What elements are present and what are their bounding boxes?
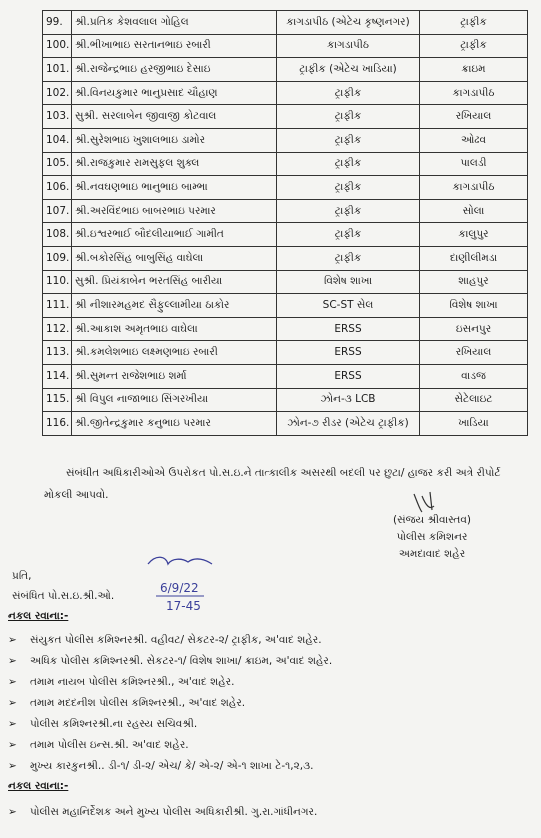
instruction-note: સંબંધીત અધિકારીઓએ ઉપરોકત પો.સ.ઇ.ને તાત્કાલીક અસરથી બદલી પર છુટા/ હાજર કરી અત્રે રીપોર્ટ મોકલી આપવો. bbox=[44, 467, 501, 501]
table-row bbox=[43, 199, 528, 223]
row-number: 114. bbox=[43, 364, 72, 388]
copy-list-1 bbox=[8, 630, 332, 777]
table-row bbox=[43, 152, 528, 176]
officer-name: શ્રી.ભીખાભાઇ સરતાનભાઇ રબારી bbox=[72, 34, 277, 58]
officer-name: શ્રી.પ્રતિક કેશવલાલ ગોહિલ bbox=[72, 11, 277, 35]
copy-recipient bbox=[8, 651, 332, 672]
transfer-table-body bbox=[43, 11, 528, 436]
table-row bbox=[43, 364, 528, 388]
table-row bbox=[43, 341, 528, 365]
copy-recipient-text: તમામ પોલીસ ઇન્સ.શ્રી. અ'વાદ શહેર. bbox=[30, 739, 189, 751]
posted-to: શાહપુર bbox=[420, 270, 528, 294]
copy-recipient bbox=[8, 735, 332, 756]
copy-recipient-text: તમામ નાયબ પોલીસ કમિશ્નરશ્રી., અ'વાદ શહેર. bbox=[30, 676, 235, 688]
transfer-table bbox=[42, 10, 528, 436]
officer-name: સુશ્રી. સરલાબેન જીવાજી કોટવાલ bbox=[72, 105, 277, 129]
row-number: 110. bbox=[43, 270, 72, 294]
received-stamp bbox=[142, 552, 220, 614]
row-number: 107. bbox=[43, 199, 72, 223]
copy-heading-1: નકલ રવાના:- bbox=[8, 610, 69, 622]
officer-name: શ્રી વિપુલ નાજાભાઇ સિંગરખીયા bbox=[72, 388, 277, 412]
prati-label: પ્રતિ, bbox=[12, 570, 32, 582]
table-row bbox=[43, 412, 528, 436]
posted-to: ટ્રાફીક bbox=[420, 11, 528, 35]
officer-name: શ્રી.બકોરસિંહ બાબુસિંહ વાઘેલા bbox=[72, 246, 277, 270]
row-number: 105. bbox=[43, 152, 72, 176]
signatory-name: (સંજય શ્રીવાસ્તવ) bbox=[393, 514, 471, 526]
posted-from: ERSS bbox=[277, 317, 420, 341]
officer-name: શ્રી નીશારમહમદ સૈફુલ્લામીયા ઠાકોર bbox=[72, 294, 277, 318]
row-number: 113. bbox=[43, 341, 72, 365]
posted-from: ટ્રાફીક bbox=[277, 105, 420, 129]
copy-list-2 bbox=[8, 802, 317, 823]
arrow-bullet-icon: ➢ bbox=[8, 676, 17, 688]
arrow-bullet-icon: ➢ bbox=[8, 718, 17, 730]
officer-name: શ્રી.વિનયકુમાર ભાનુપ્રસાદ ચૌહાણ bbox=[72, 81, 277, 105]
row-number: 109. bbox=[43, 246, 72, 270]
posted-to: કાલુપુર bbox=[420, 223, 528, 247]
posted-from: ERSS bbox=[277, 341, 420, 365]
copy-recipient bbox=[8, 693, 332, 714]
copy-recipient bbox=[8, 802, 317, 823]
table-row bbox=[43, 176, 528, 200]
posted-to: ક્રાઇમ bbox=[420, 58, 528, 82]
row-number: 101. bbox=[43, 58, 72, 82]
row-number: 103. bbox=[43, 105, 72, 129]
table-row bbox=[43, 58, 528, 82]
row-number: 112. bbox=[43, 317, 72, 341]
posted-to: રખિયાલ bbox=[420, 105, 528, 129]
posted-to: ઇસનપુર bbox=[420, 317, 528, 341]
table-row bbox=[43, 317, 528, 341]
row-number: 108. bbox=[43, 223, 72, 247]
row-number: 116. bbox=[43, 412, 72, 436]
posted-to: ઓઢવ bbox=[420, 128, 528, 152]
posted-from: ઝોન-૭ રીડર (એટેચ ટ્રાફીક) bbox=[277, 412, 420, 436]
posted-to: રખિયાલ bbox=[420, 341, 528, 365]
row-number: 111. bbox=[43, 294, 72, 318]
officer-name: શ્રી.જીતેન્દ્રકુમાર કનુભાઇ પરમાર bbox=[72, 412, 277, 436]
officer-name: શ્રી.સુમન્ત રાજેશભાઇ શર્મા bbox=[72, 364, 277, 388]
row-number: 99. bbox=[43, 11, 72, 35]
row-number: 102. bbox=[43, 81, 72, 105]
table-row bbox=[43, 223, 528, 247]
arrow-bullet-icon: ➢ bbox=[8, 655, 17, 667]
posted-to: કાગડાપીઠ bbox=[420, 176, 528, 200]
posted-to: સેટેલાઇટ bbox=[420, 388, 528, 412]
posted-from: ટ્રાફીક bbox=[277, 199, 420, 223]
row-number: 104. bbox=[43, 128, 72, 152]
copy-recipient bbox=[8, 672, 332, 693]
arrow-bullet-icon: ➢ bbox=[8, 739, 17, 751]
arrow-bullet-icon: ➢ bbox=[8, 634, 17, 646]
table-row bbox=[43, 34, 528, 58]
posted-from: ટ્રાફીક bbox=[277, 223, 420, 247]
copy-recipient bbox=[8, 714, 332, 735]
posted-from: ટ્રાફીક (એટેચ ખાડિયા) bbox=[277, 58, 420, 82]
posted-from: ટ્રાફીક bbox=[277, 128, 420, 152]
copy-recipient bbox=[8, 756, 332, 777]
posted-from: કાગડાપીઠ (એટેચ કૃષ્ણનગર) bbox=[277, 11, 420, 35]
addressee-text: સંબંધિત પો.સ.ઇ.શ્રી.ઓ. bbox=[12, 590, 115, 602]
copy-heading-2: નકલ રવાના:- bbox=[8, 780, 69, 792]
table-row bbox=[43, 81, 528, 105]
stamp-date: 6/9/22 bbox=[160, 581, 199, 595]
copy-recipient-text: સંયુકત પોલીસ કમિશ્નરશ્રી. વહીવટ/ સેકટર-૨/ ટ્રાફીક, અ'વાદ શહેર. bbox=[30, 634, 322, 646]
copy-recipient-text: અધિક પોલીસ કમિશ્નરશ્રી. સેકટર-૧/ વિશેષ શાખા/ ક્રાઇમ, અ'વાદ શહેર. bbox=[30, 655, 333, 667]
signatory-city: અમદાવાદ શહેર bbox=[398, 548, 466, 560]
row-number: 115. bbox=[43, 388, 72, 412]
posted-to: ટ્રાફીક bbox=[420, 34, 528, 58]
arrow-bullet-icon: ➢ bbox=[8, 697, 17, 709]
posted-from: ટ્રાફીક bbox=[277, 246, 420, 270]
posted-from: વિશેષ શાખા bbox=[277, 270, 420, 294]
posted-to: વિશેષ શાખા bbox=[420, 294, 528, 318]
copy-recipient bbox=[8, 630, 332, 651]
posted-from: ઝોન-૩ LCB bbox=[277, 388, 420, 412]
posted-from: ટ્રાફીક bbox=[277, 176, 420, 200]
officer-name: શ્રી.કમલેશભાઇ લક્ષ્મણભાઇ રબારી bbox=[72, 341, 277, 365]
arrow-bullet-icon: ➢ bbox=[8, 806, 17, 818]
signature-block bbox=[372, 488, 492, 563]
officer-name: શ્રી.સુરેશભાઇ ખુશાલભાઇ ડામોર bbox=[72, 128, 277, 152]
officer-name: શ્રી.આકાશ અમૃતભાઇ વાઘેલા bbox=[72, 317, 277, 341]
copy-recipient-text: પોલીસ કમિશ્નરશ્રી.ના રહસ્ય સચિવશ્રી. bbox=[30, 718, 198, 730]
table-row bbox=[43, 294, 528, 318]
table-row bbox=[43, 105, 528, 129]
officer-name: શ્રી.ઇશ્વરભાઈ બૌદલીયાભાઈ ગામીત bbox=[72, 223, 277, 247]
officer-name: શ્રી.નવઘણભાઇ ભાનુભાઇ બામ્ભા bbox=[72, 176, 277, 200]
posted-to: ખાડિયા bbox=[420, 412, 528, 436]
signatory-title: પોલીસ કમિશનર bbox=[396, 531, 468, 543]
copy-recipient-text: મુખ્ય કારકુનશ્રી.. ડી-૧/ ડી-૨/ એચ/ કે/ એ-૨/ એ-૧ શાખા ટે-૧,૨,૩. bbox=[30, 760, 314, 772]
copy-recipient-text: તમામ મદદનીશ પોલીસ કમિશ્નરશ્રી., અ'વાદ શહેર. bbox=[30, 697, 246, 709]
posted-from: ERSS bbox=[277, 364, 420, 388]
table-row bbox=[43, 270, 528, 294]
posted-from: કાગડાપીઠ bbox=[277, 34, 420, 58]
row-number: 106. bbox=[43, 176, 72, 200]
officer-name: સુશ્રી. પ્રિયંકાબેન ભરતસિંહ બારીયા bbox=[72, 270, 277, 294]
posted-to: કાગડાપીઠ bbox=[420, 81, 528, 105]
copy-recipient-text: પોલીસ મહાનિર્દેશક અને મુખ્ય પોલીસ અધિકારીશ્રી. ગુ.રા.ગાંધીનગર. bbox=[30, 806, 318, 818]
posted-from: ટ્રાફીક bbox=[277, 81, 420, 105]
posted-to: પાલડી bbox=[420, 152, 528, 176]
stamp-time: 17-45 bbox=[166, 599, 201, 613]
posted-to: સોલા bbox=[420, 199, 528, 223]
arrow-bullet-icon: ➢ bbox=[8, 760, 17, 772]
table-row bbox=[43, 11, 528, 35]
table-row bbox=[43, 128, 528, 152]
officer-name: શ્રી.અરવિંદભાઇ બાબરભાઇ પરમાર bbox=[72, 199, 277, 223]
posted-to: વાડજ bbox=[420, 364, 528, 388]
table-row bbox=[43, 388, 528, 412]
table-row bbox=[43, 246, 528, 270]
posted-from: ટ્રાફીક bbox=[277, 152, 420, 176]
officer-name: શ્રી.રાજકુમાર રામસુફલ શુક્લ bbox=[72, 152, 277, 176]
posted-from: SC-ST સેલ bbox=[277, 294, 420, 318]
row-number: 100. bbox=[43, 34, 72, 58]
officer-name: શ્રી.રાજેન્દ્રભાઇ હરજીભાઇ દેસાઇ bbox=[72, 58, 277, 82]
addressee-block bbox=[12, 566, 114, 606]
posted-to: દાણીલીમડા bbox=[420, 246, 528, 270]
